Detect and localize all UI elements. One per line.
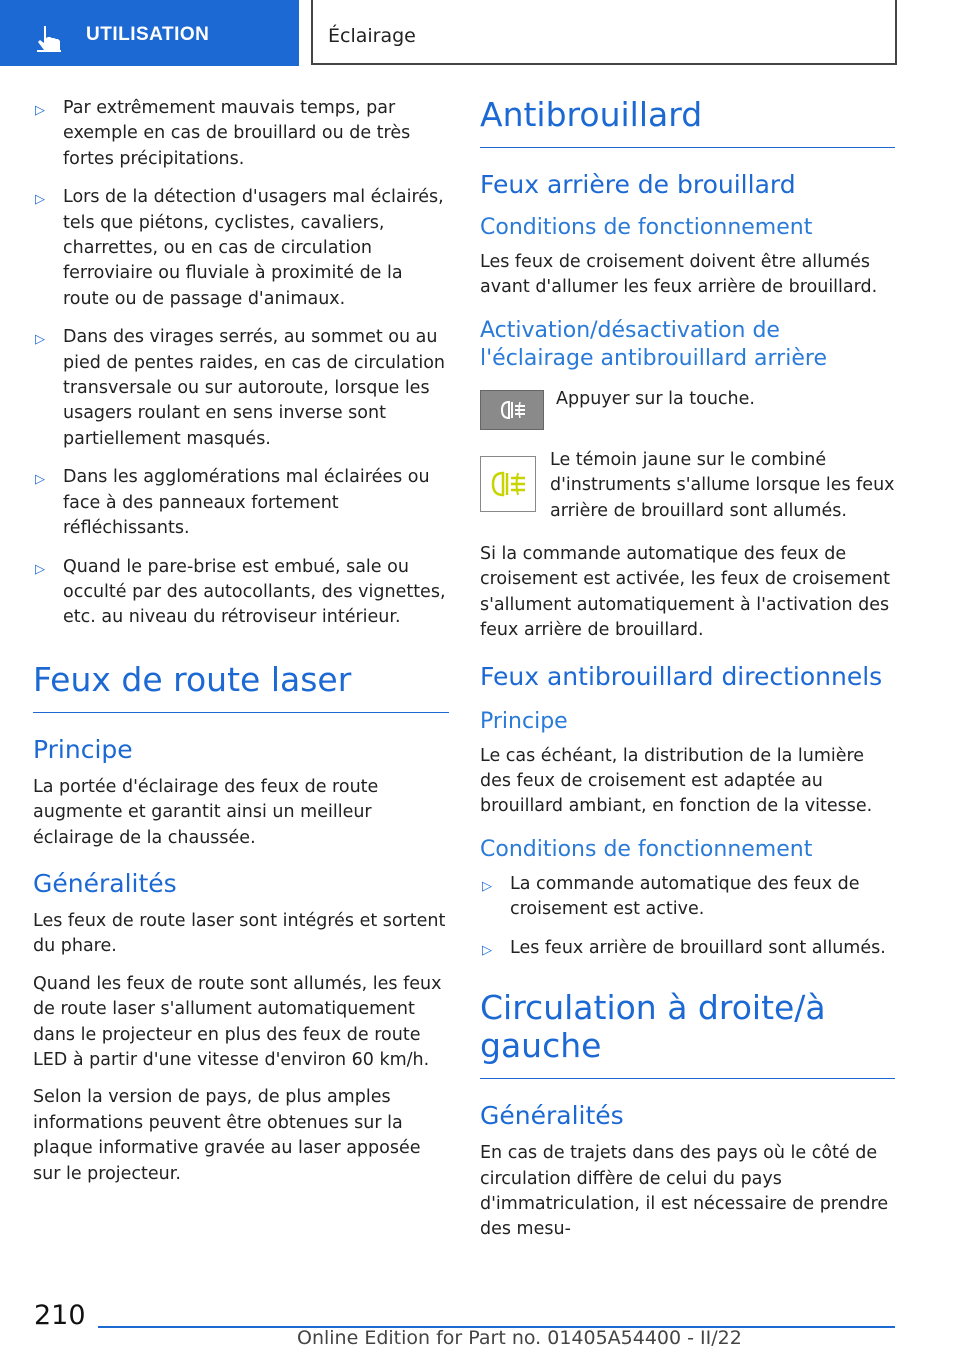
indicator-text: Le témoin jaune sur le combiné d'instruments s'allume lorsque les feux arrière de brouillard sont allumés. (550, 449, 895, 521)
triangle-bullet-icon: ▷ (482, 942, 492, 958)
triangle-bullet-icon: ▷ (35, 192, 45, 208)
triangle-bullet-icon: ▷ (482, 878, 492, 894)
heading-feux-arriere-brouillard: Feux arrière de brouillard (480, 170, 796, 199)
auto-text: Si la commande automatique des feux de croisement est activée, les feux de croisement s'allument automatiquement à l'activation des feux arrière de brouillard. (480, 544, 890, 641)
edition-text: Online Edition for Part no. 01405A54400 - II/22 (297, 1327, 742, 1349)
generalites-text-right: En cas de trajets dans des pays où le côté de circulation diffère de celui du pays d'immatriculation, il est nécessaire de prendre des mesu- (480, 1143, 889, 1240)
heading-activation: Activation/désactivation de l'éclairage antibrouillard arrière (480, 317, 827, 371)
list-item: ▷ Les feux arrière de brouillard sont allumés. (480, 936, 895, 963)
triangle-bullet-icon: ▷ (35, 103, 45, 118)
list-item: ▷ Dans les agglomérations mal éclairées ou face à des panneaux fortement réfléchissants. (33, 465, 449, 541)
button-text: Appuyer sur la touche. (556, 388, 755, 409)
hand-pointer-icon (34, 24, 64, 52)
section-label: UTILISATION (86, 24, 210, 45)
generalites-paragraph: Selon la version de pays, de plus amples informations peuvent être obtenues sur la plaque informative gravée au laser apposée sur le projecteur. (33, 1087, 421, 1184)
principe-text-right: Le cas échéant, la distribution de la lumière des feux de croisement est adaptée au brouillard ambiant, en fonction de la vitesse. (480, 745, 873, 817)
triangle-bullet-icon: ▷ (35, 561, 45, 577)
page-number: 210 (34, 1300, 86, 1331)
heading-feux-route-laser: Feux de route laser (33, 661, 449, 713)
rear-fog-button-icon (480, 390, 544, 430)
left-column (33, 96, 449, 1199)
list-item: ▷ Par extrêmement mauvais temps, par exemple en cas de brouillard ou de très fortes précipitations. (33, 96, 449, 172)
triangle-bullet-icon: ▷ (35, 472, 45, 488)
generalites-paragraph: Les feux de route laser sont intégrés et sortent du phare. (33, 910, 446, 957)
heading-circulation: Circulation à droite/à gauche (480, 989, 895, 1079)
list-item: ▷ Lors de la détection d'usagers mal éclairés, tels que piétons, cyclistes, cavaliers, charrettes, ou en cas de circulation ferroviaire ou fluviale à proximité de la route ou de passage d'animaux. (33, 185, 449, 312)
generalites-paragraph: Quand les feux de route sont allumés, les feux de route laser s'allument automatiquement dans le projecteur en plus des feux de route LED à partir d'une vitesse d'environ 60 km/h. (33, 973, 442, 1070)
heading-conditions: Conditions de fonctionnement (480, 215, 813, 240)
heading-principe: Principe (33, 734, 133, 764)
indicator-instruction (480, 448, 895, 524)
heading-antibrouillard: Antibrouillard (480, 96, 895, 148)
principe-text: La portée d'éclairage des feux de route augmente et garantit ainsi un meilleur éclairage de la chaussée. (33, 776, 379, 848)
heading-generalites: Généralités (33, 868, 177, 898)
conditions-text: Les feux de croisement doivent être allumés avant d'allumer les feux arrière de brouillard. (480, 252, 878, 298)
list-item: ▷ Quand le pare-brise est embué, sale ou occulté par des autocollants, des vignettes, etc. au niveau du rétroviseur intérieur. (33, 555, 449, 631)
right-column (480, 96, 895, 1255)
rear-fog-indicator-icon (480, 456, 536, 512)
heading-principe-right: Principe (480, 708, 568, 734)
heading-generalites-right: Généralités (480, 1101, 624, 1131)
list-item: ▷ La commande automatique des feux de croisement est active. (480, 872, 895, 923)
list-item: ▷ Dans des virages serrés, au sommet ou au pied de pentes raides, en cas de circulation transversale ou sur autoroute, lorsque les usagers roulant en sens inverse sont partiellement masqués. (33, 325, 449, 452)
triangle-bullet-icon: ▷ (35, 332, 45, 348)
heading-conditions-2: Conditions de fonctionnement (480, 836, 813, 862)
button-instruction (480, 387, 895, 430)
chapter-title: Éclairage (328, 25, 416, 47)
chapter-header (311, 0, 897, 65)
heading-directionnels: Feux antibrouillard directionnels (480, 661, 883, 691)
section-tab (0, 0, 299, 66)
